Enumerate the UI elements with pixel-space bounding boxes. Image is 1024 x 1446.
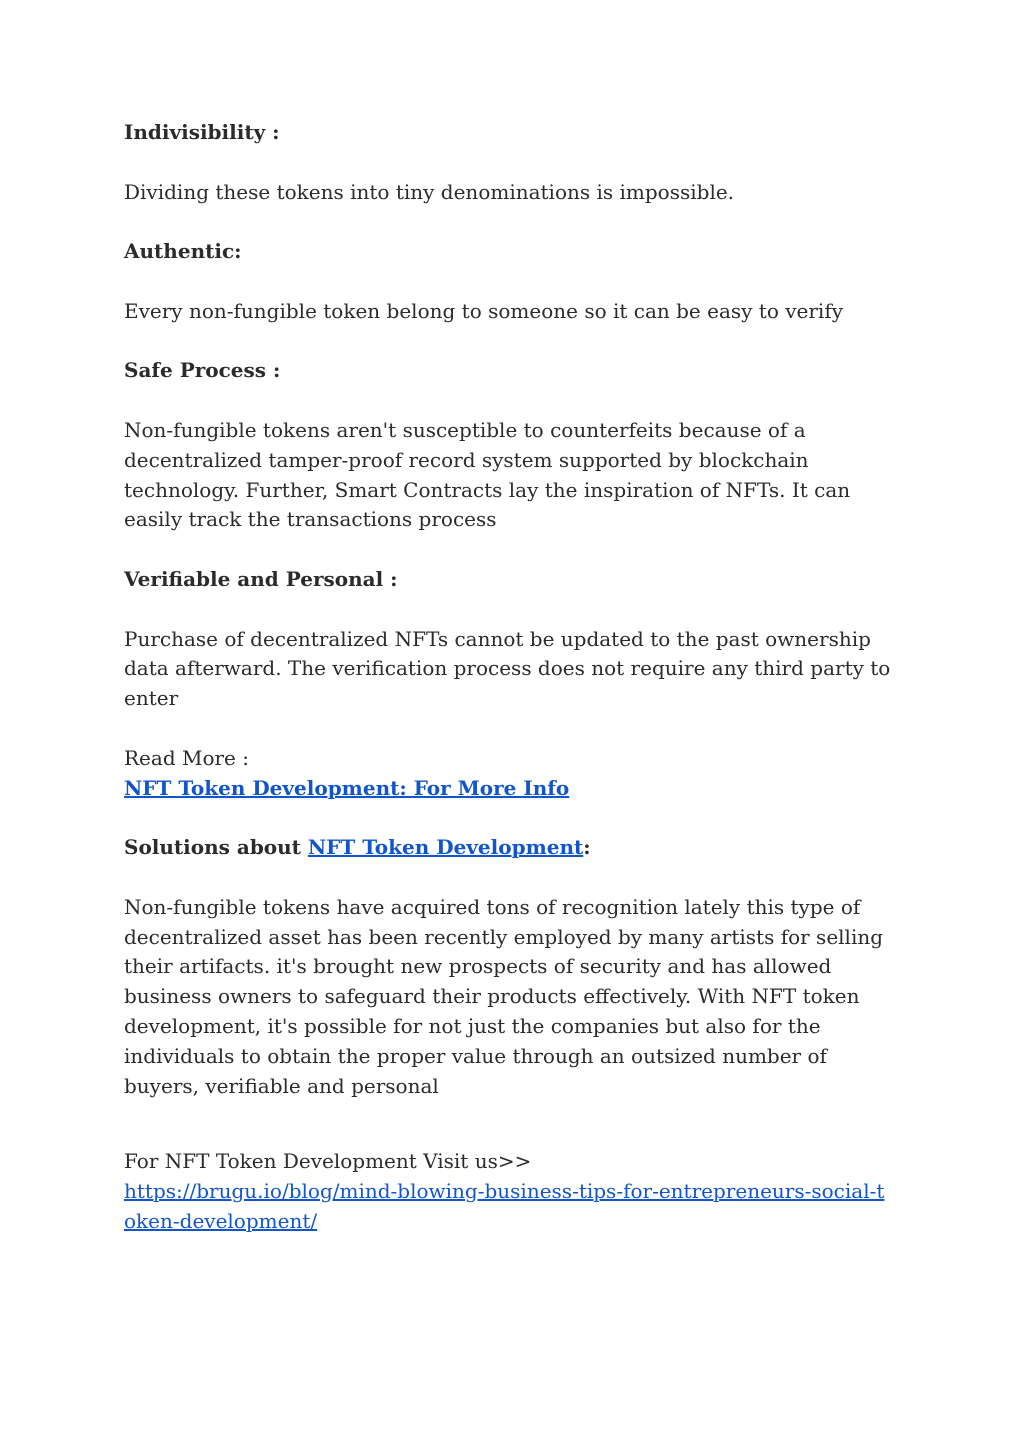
heading-indivisibility: Indivisibility :: [124, 120, 280, 144]
paragraph-safe-process: Non-fungible tokens aren't susceptible to counterfeits because of a decentralized tamper-proof record system supported by blockchain technology. Further, Smart Contracts lay the inspiration of NFTs. It can easily track the transactions process: [124, 417, 851, 532]
paragraph-verifiable: Purchase of decentralized NFTs cannot be updated to the past ownership data afterward. The verification process does not require any third party to enter: [124, 626, 891, 711]
heading-verifiable: Verifiable and Personal :: [124, 566, 398, 591]
visit-label: For NFT Token Development Visit us>>: [124, 1149, 532, 1174]
solutions-heading-suffix: :: [583, 835, 591, 860]
read-more-link[interactable]: NFT Token Development: For More Info: [124, 775, 570, 800]
heading-authentic: Authentic:: [124, 239, 242, 264]
solutions-heading-link[interactable]: NFT Token Development: [307, 835, 584, 860]
heading-solutions: [124, 833, 894, 863]
paragraph-authentic: Every non-fungible token belong to someone so it can be easy to verify: [124, 298, 844, 323]
visit-url-paragraph: [124, 1177, 894, 1237]
document-page: [124, 118, 894, 1237]
paragraph-indivisibility: Dividing these tokens into tiny denominations is impossible.: [124, 179, 735, 204]
visit-url-link[interactable]: https://brugu.io/blog/mind-blowing-business-tips-for-entrepreneurs-social-token-development/: [124, 1179, 885, 1233]
read-more-paragraph: [124, 774, 894, 804]
read-more-label: Read More :: [124, 745, 249, 770]
heading-safe-process: Safe Process :: [124, 358, 281, 383]
paragraph-solutions: Non-fungible tokens have acquired tons of recognition lately this type of decentralized asset has been recently employed by many artists for selling their artifacts. it's brought new prospects of security and has allowed business owners to safeguard their products effectively. With NFT token development, it's possible for not just the companies but also for the individuals to obtain the proper value through an outsized number of buyers, verifiable and personal: [124, 894, 884, 1098]
solutions-heading-prefix: Solutions about: [124, 835, 308, 860]
